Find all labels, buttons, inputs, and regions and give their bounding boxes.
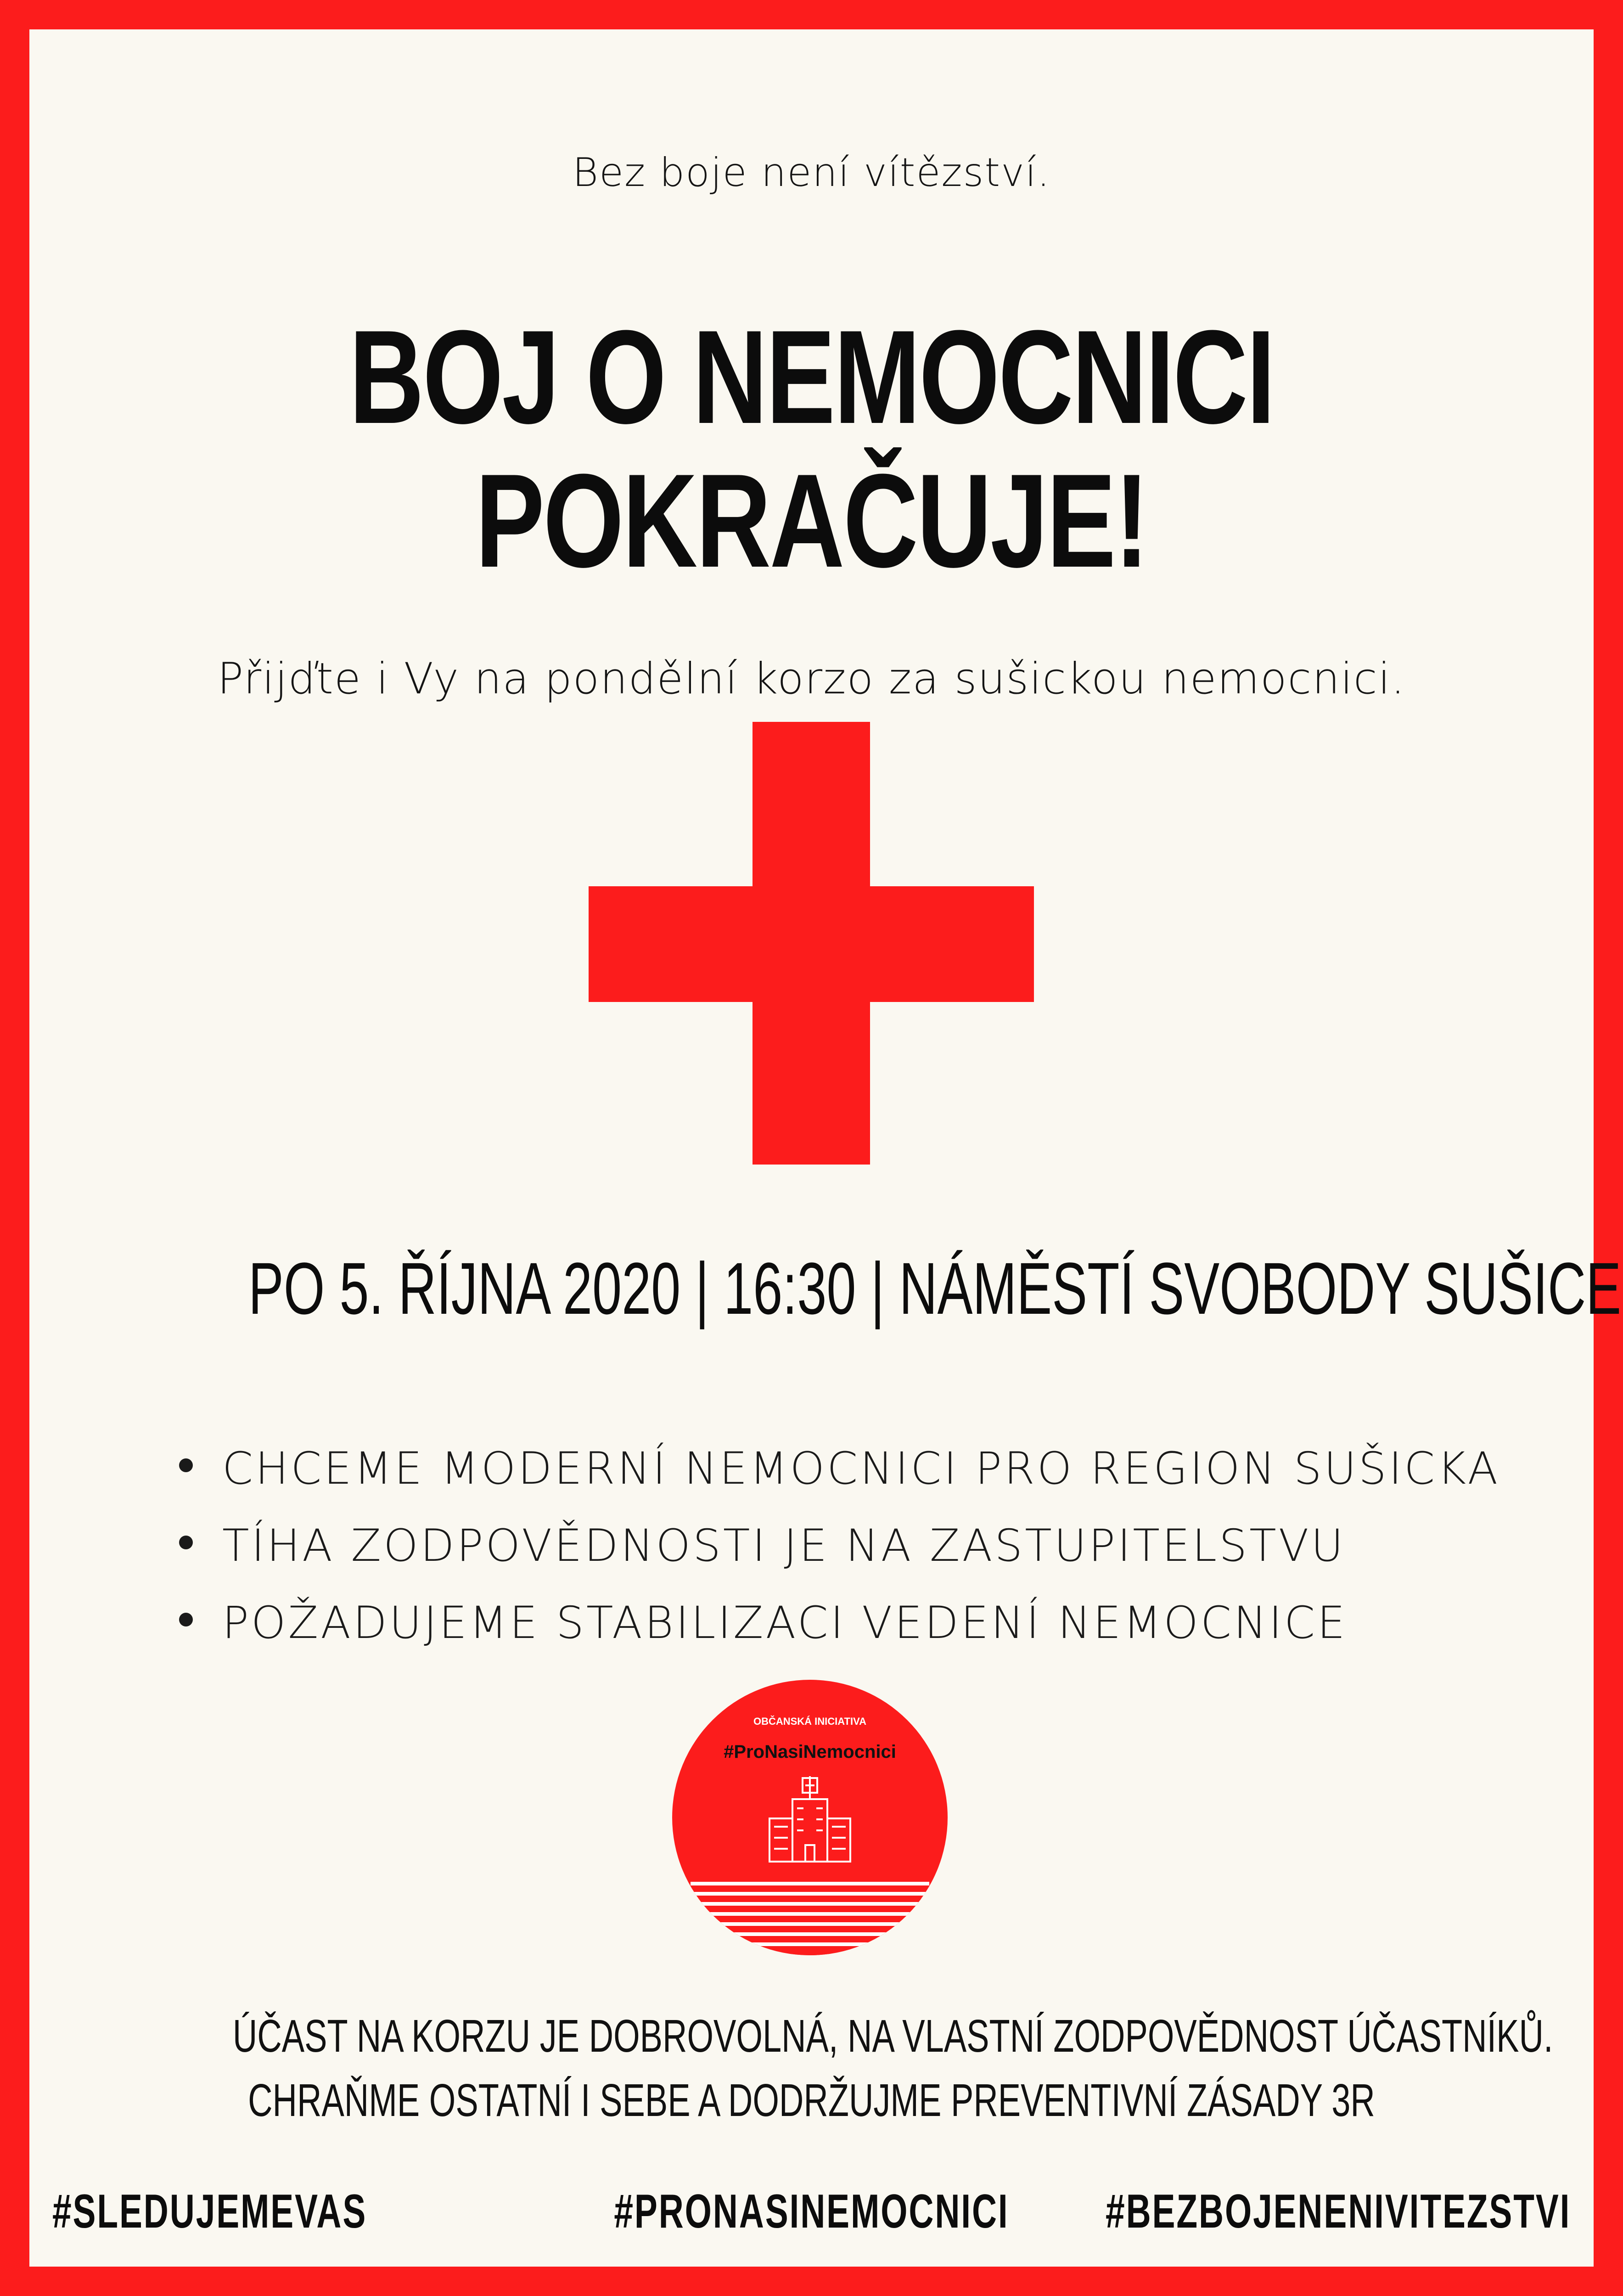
headline-line-2: POKRAČUJE! xyxy=(475,446,1148,595)
demand-text: TÍHA ZODPOVĚDNOSTI JE NA ZASTUPITELSTVU xyxy=(222,1520,1346,1571)
event-details: PO 5. ŘÍJNA 2020 | 16:30 | NÁMĚSTÍ SVOBODY SUŠICE xyxy=(248,1247,1622,1329)
bullet-icon xyxy=(179,1458,193,1472)
headline-line-1: BOJ O NEMOCNICI xyxy=(349,303,1274,451)
list-item xyxy=(163,1430,1500,1507)
logo-top-text: OBČANSKÁ INICIATIVA xyxy=(753,1716,867,1727)
notice-line-2: CHRAŇME OSTATNÍ I SEBE A DODRŽUJME PREVENTIVNÍ ZÁSADY 3R xyxy=(248,2075,1375,2126)
hashtag-left: #SLEDUJEMEVAS xyxy=(52,2185,367,2238)
list-item xyxy=(163,1584,1500,1661)
logo-hashtag: #ProNasiNemocnici xyxy=(724,1742,896,1762)
demands-list xyxy=(163,1430,1500,1661)
hashtag-center: #PRONASINEMOCNICI xyxy=(614,2185,1009,2238)
poster xyxy=(29,29,1622,2267)
bullet-icon xyxy=(179,1613,193,1626)
demand-text: POŽADUJEME STABILIZACI VEDENÍ NEMOCNICE xyxy=(222,1597,1348,1649)
demand-text: CHCEME MODERNÍ NEMOCNICI PRO REGION SUŠICKA xyxy=(222,1443,1500,1494)
initiative-logo xyxy=(672,1680,948,1955)
notice-line-1: ÚČAST NA KORZU JE DOBROVOLNÁ, NA VLASTNÍ ZODPOVĚDNOST ÚČASTNÍKŮ. xyxy=(232,2010,1553,2062)
list-item xyxy=(163,1507,1500,1584)
tagline: Bez boje není vítězství. xyxy=(572,150,1051,196)
invitation-text: Přijďte i Vy na pondělní korzo za sušickou nemocnici. xyxy=(217,654,1406,704)
bullet-icon xyxy=(179,1536,193,1549)
hashtag-right: #BEZBOJENENIVITEZSTVI xyxy=(1105,2185,1571,2238)
red-cross-horizontal-bar xyxy=(589,886,1034,1002)
